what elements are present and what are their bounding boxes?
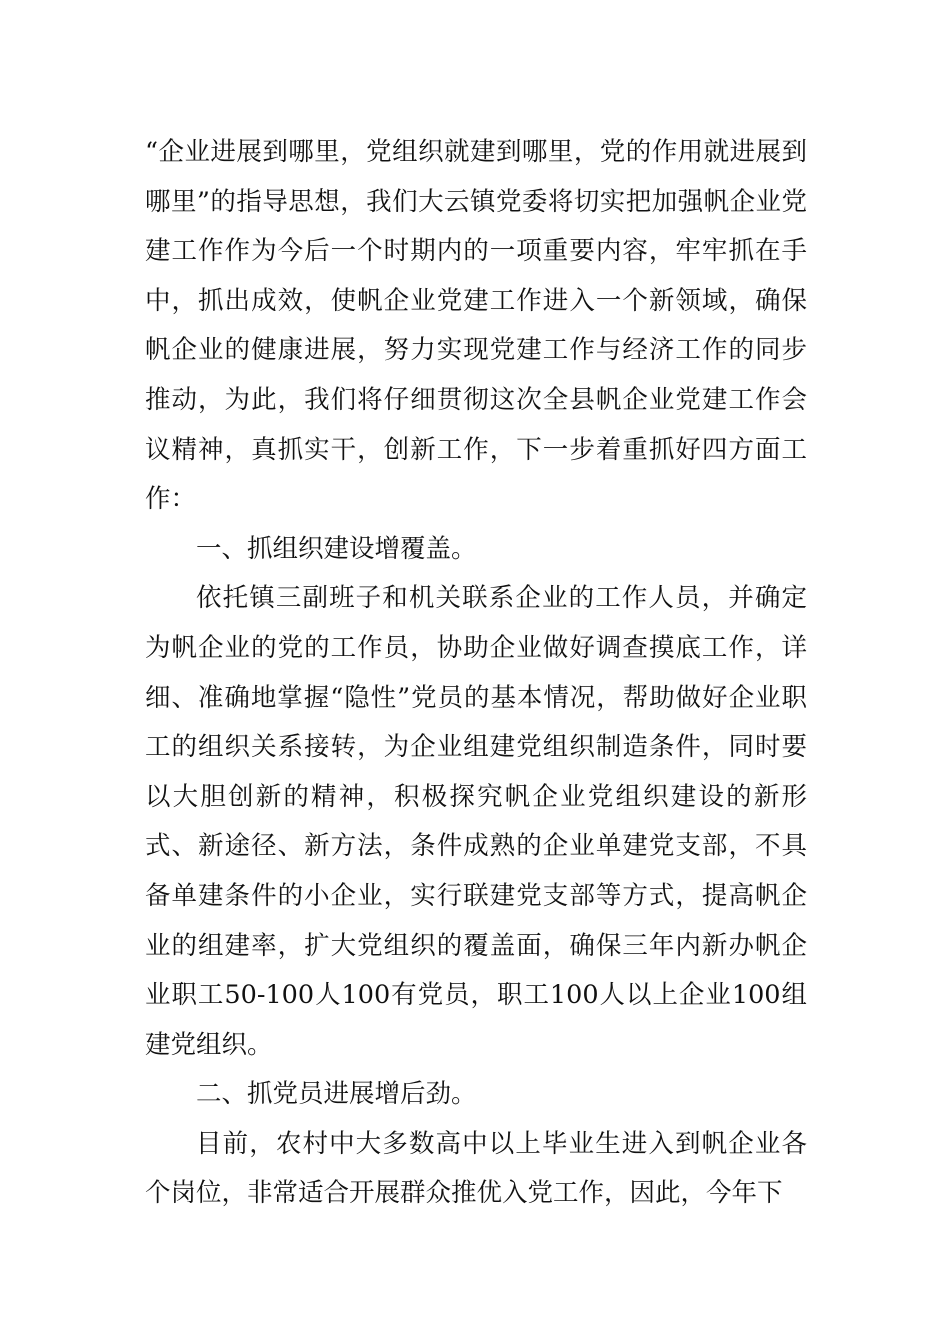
- section-heading-2: 二、抓党员进展增后劲。: [196, 1079, 477, 1110]
- paragraph-intro: “企业进展到哪里，党组织就建到哪里，党的作用就进展到哪里”的指导思想，我们大云镇党委将切实把加强帆企业党建工作作为今后一个时期内的一项重要内容，牢牢抓在手中，抓出成效，使帆企业党建工作进入一个新领域，确保帆企业的健康进展，努力实现党建工作与经济工作的同步推动，为此，我们将仔细贯彻这次全县帆企业党建工作会议精神，真抓实干，创新工作，下一步着重抓好四方面工作：: [145, 137, 807, 515]
- section-heading-1: 一、抓组织建设增覆盖。: [196, 533, 477, 564]
- paragraph-organization: 依托镇三副班子和机关联系企业的工作人员，并确定为帆企业的党的工作员，协助企业做好调查摸底工作，详细、准确地掌握“隐性”党员的基本情况，帮助做好企业职工的组织关系接转，为企业组建党组织制造条件，同时要以大胆创新的精神，积极探究帆企业党组织建设的新形式、新途径、新方法，条件成熟的企业单建党支部，不具备单建条件的小企业，实行联建党支部等方式，提高帆企业的组建率，扩大党组织的覆盖面，确保三年内新办帆企业职工50-100人100有党员，职工100人以上企业100组建党组织。: [145, 583, 807, 1060]
- document-body: [145, 128, 807, 1219]
- paragraph-membership: 目前，农村中大多数高中以上毕业生进入到帆企业各个岗位，非常适合开展群众推优入党工作，因此，今年下: [145, 1128, 807, 1209]
